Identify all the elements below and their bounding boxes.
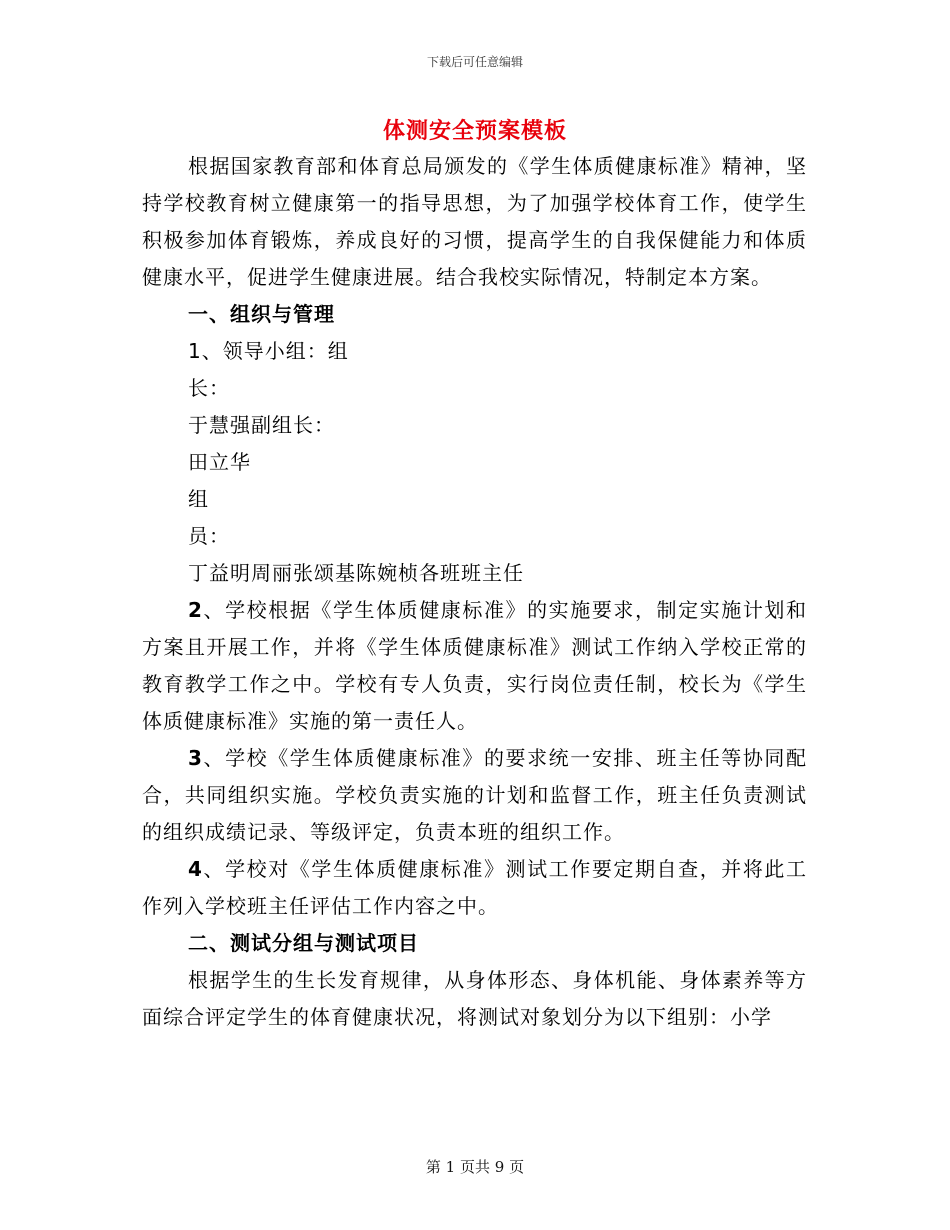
section1-item-3 bbox=[142, 740, 807, 851]
document-title: 体测安全预案模板 bbox=[382, 119, 567, 144]
page-footer: 第 1 页共 9 页 bbox=[425, 1158, 525, 1176]
item-text: 、学校根据《学生体质健康标准》的实施要求，制定实施计划和方案且开展工作，并将《学生体质健康标准》测试工作纳入学校正常的教育教学工作之中。学校有专人负责，实行岗位责任制，校长为《学生体质健康标准》实施的第一责任人。 bbox=[142, 598, 807, 733]
document-body bbox=[142, 148, 807, 1036]
section1-item-4 bbox=[142, 851, 807, 925]
group-line: 丁益明周丽张颂基陈婉桢各班班主任 bbox=[188, 561, 524, 585]
item-text: 、学校对《学生体质健康标准》测试工作要定期自查，并将此工作列入学校班主任评估工作内容之中。 bbox=[142, 857, 807, 918]
item-number: 2 bbox=[188, 598, 203, 622]
page-header-note: 下载后可任意编辑 bbox=[426, 55, 523, 69]
group-line: 组 bbox=[188, 487, 209, 511]
group-line: 1、领导小组：组 bbox=[188, 339, 349, 363]
item-text: 、学校《学生体质健康标准》的要求统一安排、班主任等协同配合，共同组织实施。学校负责实施的计划和监督工作，班主任负责测试的组织成绩记录、等级评定，负责本班的组织工作。 bbox=[142, 746, 807, 844]
group-line: 员： bbox=[188, 524, 230, 548]
group-line: 长： bbox=[188, 376, 230, 400]
section1-heading: 一、组织与管理 bbox=[188, 302, 335, 326]
item-number: 4 bbox=[188, 857, 203, 881]
section2-heading: 二、测试分组与测试项目 bbox=[188, 931, 419, 955]
intro-paragraph: 根据国家教育部和体育总局颁发的《学生体质健康标准》精神，坚持学校教育树立健康第一的指导思想，为了加强学校体育工作，使学生积极参加体育锻炼，养成良好的习惯，提高学生的自我保健能力和体质健康水平，促进学生健康进展。结合我校实际情况，特制定本方案。 bbox=[142, 154, 807, 289]
group-line: 于慧强副组长： bbox=[188, 413, 335, 437]
section1-item-2 bbox=[142, 592, 807, 740]
group-line: 田立华 bbox=[188, 450, 251, 474]
item-number: 3 bbox=[188, 746, 203, 770]
section2-paragraph: 根据学生的生长发育规律，从身体形态、身体机能、身体素养等方面综合评定学生的体育健康状况，将测试对象划分为以下组别：小学 bbox=[142, 968, 807, 1029]
